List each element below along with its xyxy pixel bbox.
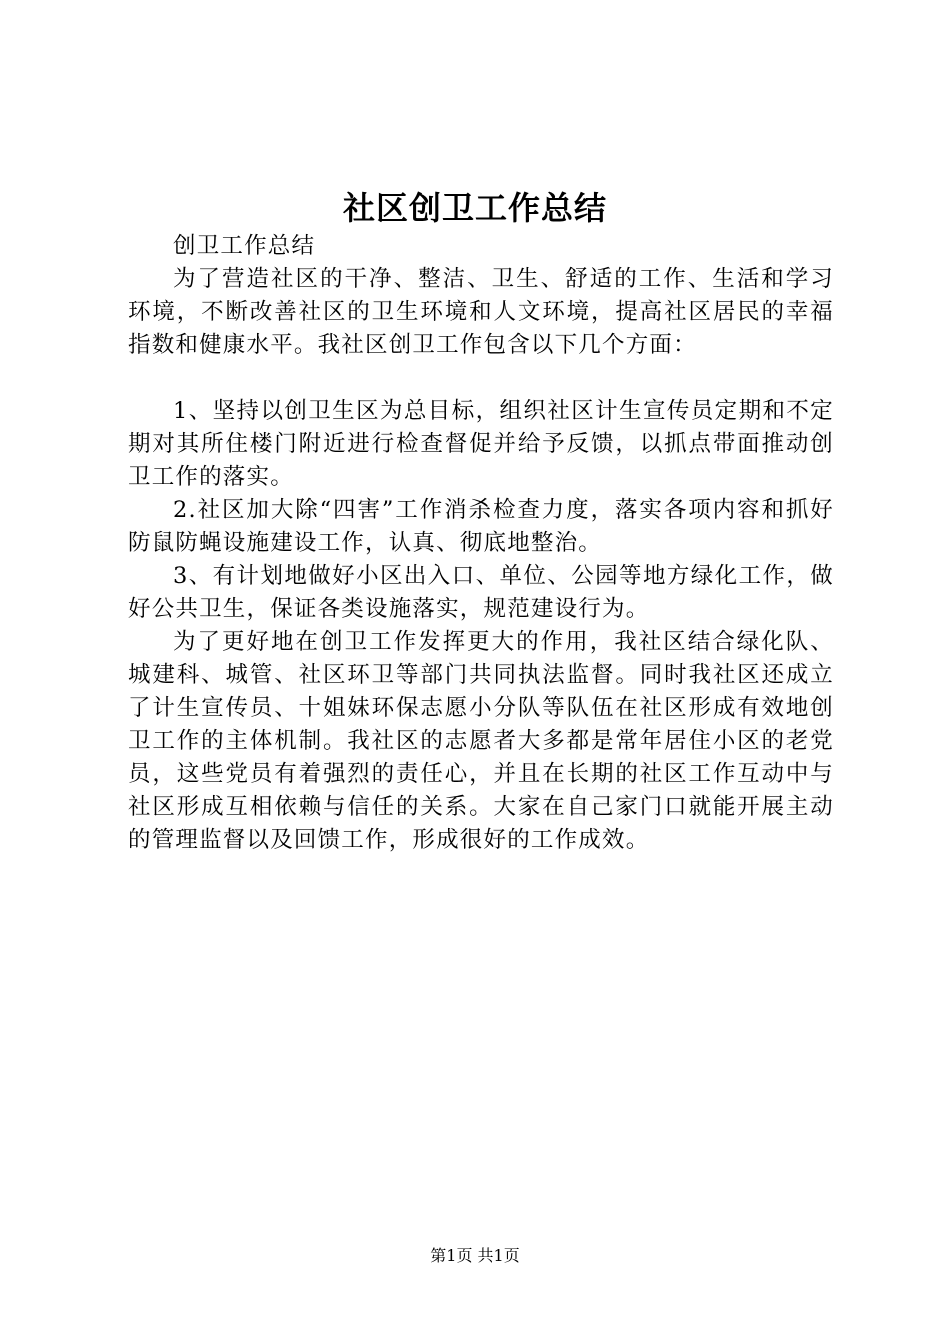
paragraph-subtitle: 创卫工作总结 — [173, 233, 316, 259]
document-title: 社区创卫工作总结 — [342, 189, 607, 227]
paragraph-item-3: 3、有计划地做好小区出入口、单位、公园等地方绿化工作，做好公共卫生，保证各类设施落实，规范建设行为。 — [128, 563, 834, 622]
blank-line — [128, 362, 834, 395]
document-body — [128, 230, 834, 857]
paragraph-item-1: 1、坚持以创卫生区为总目标，组织社区计生宣传员定期和不定期对其所住楼门附近进行检查督促并给予反馈，以抓点带面推动创卫工作的落实。 — [128, 398, 834, 490]
paragraph-intro: 为了营造社区的干净、整洁、卫生、舒适的工作、生活和学习环境，不断改善社区的卫生环境和人文环境，提高社区居民的幸福指数和健康水平。我社区创卫工作包含以下几个方面： — [128, 266, 834, 358]
paragraph-item-2: 2.社区加大除“四害”工作消杀检查力度，落实各项内容和抓好防鼠防蝇设施建设工作，认真、彻底地整治。 — [128, 497, 834, 556]
paragraph-conclusion: 为了更好地在创卫工作发挥更大的作用，我社区结合绿化队、城建科、城管、社区环卫等部门共同执法监督。同时我社区还成立了计生宣传员、十姐妹环保志愿小分队等队伍在社区形成有效地创卫工作的主体机制。我社区的志愿者大多都是常年居住小区的老党员，这些党员有着强烈的责任心，并且在长期的社区工作互动中与社区形成互相依赖与信任的关系。大家在自己家门口就能开展主动的管理监督以及回馈工作，形成很好的工作成效。 — [128, 629, 834, 853]
page-footer: 第1页 共1页 — [430, 1246, 520, 1265]
